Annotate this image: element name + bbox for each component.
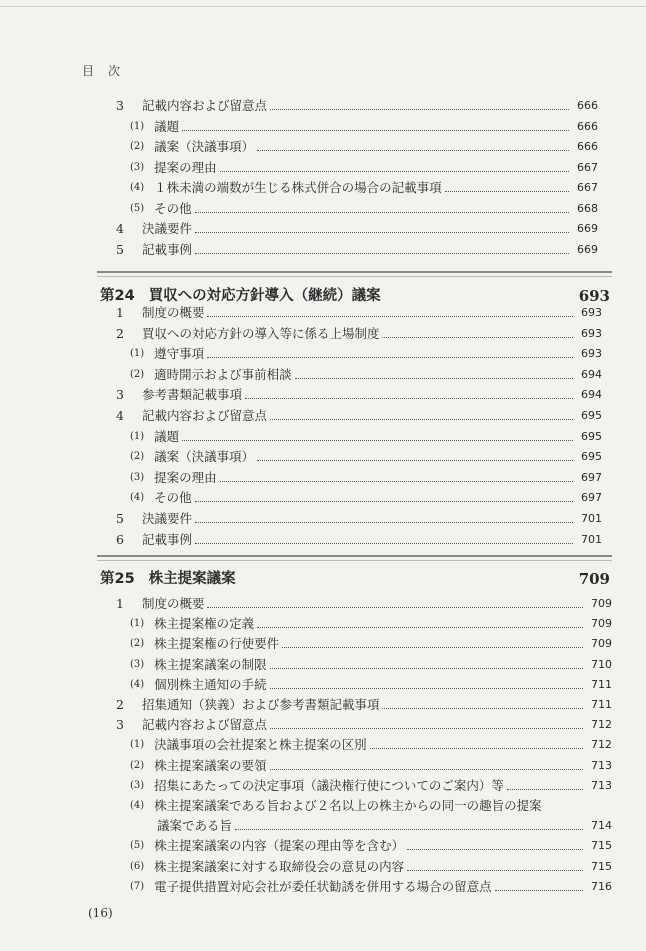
entry-label: 制度の概要 (141, 305, 205, 320)
entry-page-number: 694 (581, 388, 602, 402)
entry-page-number: 709 (591, 597, 612, 610)
entry-label: 議案（決議事項） (154, 449, 255, 465)
entry-subnumber: (3) (130, 779, 145, 791)
entry-number: 6 (116, 531, 124, 547)
section-page-number: 709 (578, 570, 610, 588)
entry-page-number: 709 (591, 617, 612, 631)
entry-page-number: 695 (581, 450, 602, 464)
entry-page-number: 715 (591, 859, 612, 873)
entry-page-number: 666 (577, 140, 598, 153)
entry-page-number: 668 (577, 201, 598, 215)
toc-entry[interactable] (130, 857, 612, 876)
toc-entry[interactable] (130, 655, 612, 674)
dot-leader (270, 418, 573, 420)
section-title: 買収への対応方針導入（継続）議案 (148, 288, 381, 304)
toc-entry[interactable] (130, 178, 598, 197)
entry-label: 招集にあたっての決定事項（議決権行使についてのご案内）等 (154, 777, 504, 793)
entry-number: 4 (116, 221, 124, 236)
entry-page-number: 694 (581, 367, 602, 381)
dot-leader (195, 211, 569, 213)
entry-label: 制度の概要 (141, 596, 205, 611)
entry-page-number: 712 (591, 738, 612, 752)
section-divider (97, 555, 612, 561)
toc-entry[interactable] (130, 634, 612, 653)
toc-entry[interactable] (116, 594, 612, 613)
entry-label: 招集通知（狭義）および参考書類記載事項 (141, 697, 380, 712)
entry-number: 2 (116, 697, 124, 712)
dot-leader (270, 727, 583, 729)
section-number: 第25 (100, 571, 135, 587)
entry-label: 記載内容および留意点 (141, 717, 267, 733)
entry-number: 3 (116, 387, 124, 403)
entry-subnumber: (5) (130, 840, 145, 852)
entry-label: 個別株主通知の手続 (154, 676, 267, 692)
toc-entry[interactable] (116, 715, 612, 734)
dot-leader (270, 108, 569, 110)
entry-page-number: 713 (591, 758, 612, 772)
entry-number: 5 (116, 511, 124, 526)
dot-leader (195, 500, 573, 502)
entry-number: 1 (116, 305, 124, 320)
entry-label: 議案（決議事項） (154, 139, 255, 154)
entry-page-number: 669 (577, 242, 598, 256)
section-page-number: 693 (578, 287, 610, 305)
dot-leader (257, 459, 573, 461)
entry-page-number: 714 (591, 819, 612, 833)
entry-subnumber: (2) (130, 638, 145, 650)
entry-label: その他 (154, 200, 192, 216)
dot-leader (182, 129, 569, 131)
entry-label: 決議要件 (141, 221, 192, 236)
entry-label: 記載事例 (141, 241, 192, 257)
dot-leader (235, 828, 583, 830)
toc-entry[interactable] (130, 836, 612, 855)
dot-leader (195, 542, 573, 544)
entry-page-number: 666 (577, 119, 598, 133)
toc-entry[interactable] (130, 137, 598, 156)
entry-page-number: 693 (581, 326, 602, 340)
entry-subnumber: (4) (130, 800, 145, 811)
entry-subnumber: (2) (130, 141, 145, 152)
dot-leader (182, 439, 573, 441)
entry-page-number: 667 (577, 181, 598, 194)
entry-subnumber: (1) (130, 348, 145, 360)
dot-leader (220, 170, 569, 172)
toc-entry[interactable] (130, 735, 612, 754)
entry-subnumber: (3) (130, 658, 145, 670)
entry-label: 株主提案議案の内容（提案の理由等を含む） (154, 838, 405, 854)
dot-leader (257, 149, 569, 151)
dot-leader (282, 646, 583, 648)
dot-leader (220, 480, 573, 482)
entry-page-number: 695 (581, 429, 602, 443)
entry-number: 1 (116, 596, 124, 611)
page-header: 目次 (82, 64, 135, 78)
entry-page-number: 709 (591, 637, 612, 651)
entry-page-number: 693 (581, 347, 602, 361)
entry-page-number: 695 (581, 409, 602, 422)
toc-entry[interactable] (116, 303, 602, 322)
entry-subnumber: (1) (130, 430, 145, 442)
entry-page-number: 697 (581, 491, 602, 505)
entry-page-number: 712 (591, 718, 612, 732)
entry-page-number: 667 (577, 160, 598, 174)
entry-subnumber: (3) (130, 161, 145, 173)
entry-label: その他 (154, 490, 192, 506)
entry-subnumber: (1) (130, 120, 145, 132)
entry-label: 議題 (154, 118, 180, 134)
dot-leader (270, 687, 583, 689)
entry-subnumber: (2) (130, 759, 145, 771)
entry-label: 株主提案議案である旨および２名以上の株主からの同一の趣旨の提案 (154, 798, 542, 813)
toc-entry[interactable] (116, 530, 602, 549)
entry-page-number: 693 (581, 306, 602, 319)
toc-entry[interactable] (130, 427, 602, 446)
entry-label: 決議事項の会社提案と株主提案の区別 (154, 737, 367, 753)
section-title: 株主提案議案 (148, 571, 236, 587)
section-divider (97, 271, 612, 277)
toc-entry[interactable] (130, 199, 598, 218)
dot-leader (382, 707, 583, 709)
entry-page-number: 711 (591, 698, 612, 711)
entry-label: 記載内容および留意点 (141, 98, 267, 113)
entry-label: 議題 (154, 428, 180, 444)
toc-entry[interactable] (116, 509, 602, 528)
entry-label: 議案である旨 (157, 818, 233, 834)
toc-entry[interactable] (130, 468, 602, 487)
entry-subnumber: (3) (130, 471, 145, 483)
entry-page-number: 715 (591, 839, 612, 853)
entry-subnumber: (2) (130, 368, 145, 380)
entry-subnumber: (5) (130, 202, 145, 214)
entry-number: 2 (116, 325, 124, 341)
toc-entry[interactable] (130, 365, 602, 384)
entry-label: 遵守事項 (154, 346, 205, 362)
entry-page-number: 711 (591, 677, 612, 691)
entry-label: 記載事例 (141, 531, 192, 547)
dot-leader (370, 747, 583, 749)
toc-entry[interactable] (157, 816, 612, 835)
toc-entry[interactable] (130, 447, 602, 466)
toc-entry[interactable] (130, 796, 612, 815)
dot-leader (295, 377, 573, 379)
dot-leader (207, 315, 573, 317)
entry-page-number: 701 (581, 532, 602, 546)
entry-label: 決議要件 (141, 511, 192, 526)
entry-label: １株未満の端数が生じる株式併合の場合の記載事項 (154, 180, 442, 195)
toc-entry[interactable] (130, 675, 612, 694)
entry-label: 株主提案議案の制限 (154, 656, 267, 672)
entry-label: 株主提案権の行使要件 (154, 636, 280, 652)
toc-entry[interactable] (116, 695, 612, 714)
toc-entry[interactable] (130, 117, 598, 136)
entry-page-number: 669 (577, 222, 598, 235)
entry-label: 提案の理由 (154, 469, 217, 485)
entry-number: 5 (116, 241, 124, 257)
entry-page-number: 701 (581, 512, 602, 525)
toc-entry[interactable] (130, 488, 602, 507)
dot-leader (195, 231, 569, 233)
entry-label: 株主提案議案の要領 (154, 757, 267, 773)
entry-page-number: 716 (591, 879, 612, 893)
toc-entry[interactable] (130, 776, 612, 795)
section-heading-25[interactable] (100, 564, 610, 588)
toc-entry[interactable] (130, 756, 612, 775)
entry-page-number: 697 (581, 470, 602, 484)
dot-leader (207, 606, 583, 608)
dot-leader (407, 869, 583, 871)
toc-entry[interactable] (130, 614, 612, 633)
section-number: 第24 (100, 288, 135, 304)
entry-subnumber: (6) (130, 860, 145, 872)
dot-leader (382, 336, 573, 338)
entry-subnumber: (4) (130, 492, 145, 504)
entry-subnumber: (1) (130, 739, 145, 751)
entry-label: 提案の理由 (154, 159, 217, 175)
entry-subnumber: (2) (130, 451, 145, 463)
entry-label: 買収への対応方針の導入等に係る上場制度 (141, 325, 380, 341)
dot-leader (207, 356, 573, 358)
entry-page-number: 666 (577, 99, 598, 112)
entry-page-number: 710 (591, 657, 612, 671)
entry-label: 記載内容および留意点 (141, 408, 267, 423)
entry-subnumber: (4) (130, 678, 145, 690)
toc-entry[interactable] (116, 240, 598, 259)
toc-entry[interactable] (116, 406, 602, 425)
entry-number: 4 (116, 408, 124, 423)
toc-entry[interactable] (116, 385, 602, 404)
dot-leader (445, 190, 569, 192)
entry-page-number: 713 (591, 778, 612, 792)
entry-label: 適時開示および事前相談 (154, 366, 292, 382)
toc-entry[interactable] (130, 158, 598, 177)
entry-number: 3 (116, 717, 124, 733)
entry-subnumber: (7) (130, 880, 145, 892)
entry-subnumber: (4) (130, 182, 145, 193)
entry-label: 株主提案議案に対する取締役会の意見の内容 (154, 858, 405, 874)
toc-entry[interactable] (116, 96, 598, 115)
dot-leader (195, 521, 573, 523)
dot-leader (270, 768, 583, 770)
dot-leader (270, 667, 583, 669)
entry-label: 電子提供措置対応会社が委任状勧誘を併用する場合の留意点 (154, 878, 492, 894)
entry-subnumber: (1) (130, 618, 145, 630)
toc-entry[interactable] (130, 877, 612, 896)
section-heading-24[interactable] (100, 281, 610, 305)
dot-leader (495, 889, 583, 891)
entry-number: 3 (116, 98, 124, 113)
dot-leader (195, 252, 569, 254)
toc-entry[interactable] (116, 219, 598, 238)
page-number-footer: (16) (88, 906, 113, 920)
top-edge-line (0, 6, 646, 7)
entry-label: 株主提案権の定義 (154, 616, 255, 632)
entry-label: 参考書類記載事項 (141, 387, 242, 403)
dot-leader (407, 848, 583, 850)
dot-leader (257, 626, 583, 628)
toc-entry[interactable] (130, 344, 602, 363)
dot-leader (245, 397, 573, 399)
toc-entry[interactable] (116, 324, 602, 343)
dot-leader (507, 788, 583, 790)
